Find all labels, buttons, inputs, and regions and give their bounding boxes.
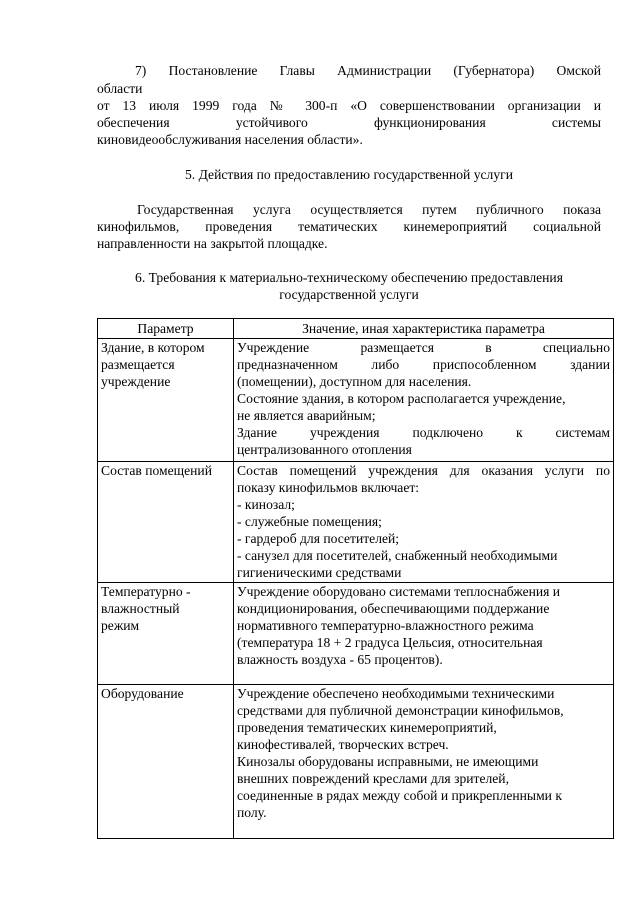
table-header-row bbox=[98, 319, 614, 339]
value-text: внешних повреждений креслами для зрителей, bbox=[237, 771, 509, 786]
section-6-heading-line-1: 6. Требования к материально-техническому обеспечению предоставления bbox=[135, 270, 563, 285]
value-text: полу. bbox=[237, 805, 267, 820]
section-5-para-line-2: кинофильмов, проведения тематических кинемероприятий социальной bbox=[97, 219, 601, 234]
param-text: Состав помещений bbox=[101, 463, 212, 478]
section-6-heading-line-2: государственной услуги bbox=[279, 287, 419, 302]
param-text: влажностный bbox=[101, 601, 180, 616]
table-row bbox=[98, 339, 614, 462]
param-text: Оборудование bbox=[101, 686, 184, 701]
value-text: централизованного отопления bbox=[237, 442, 412, 457]
param-text: учреждение bbox=[101, 374, 171, 389]
param-text: Здание, в котором bbox=[101, 340, 205, 355]
param-text: Температурно - bbox=[101, 584, 191, 599]
section-5-para-line-1: Государственная услуга осуществляется путем публичного показа bbox=[137, 202, 601, 217]
value-text: Кинозалы оборудованы исправными, не имеющими bbox=[237, 754, 539, 769]
table-row bbox=[98, 685, 614, 839]
value-cell bbox=[234, 339, 614, 462]
section-5-para-line-3: направленности на закрытой площадке. bbox=[97, 236, 328, 251]
ref-line-1: 7) Постановление Главы Администрации (Губернатора) Омской bbox=[135, 63, 601, 78]
value-text: Состояние здания, в котором располагается учреждение, bbox=[237, 391, 566, 406]
value-text: кондиционирования, обеспечивающими поддержание bbox=[237, 601, 550, 616]
value-text: нормативного температурно-влажностного режима bbox=[237, 618, 534, 633]
value-text: - кинозал; bbox=[237, 497, 295, 512]
param-text: размещается bbox=[101, 357, 175, 372]
ref-line-2: области bbox=[97, 81, 143, 96]
value-cell bbox=[234, 462, 614, 583]
value-text: - служебные помещения; bbox=[237, 514, 382, 529]
param-cell bbox=[98, 685, 234, 839]
value-text: проведения тематических кинемероприятий, bbox=[237, 720, 497, 735]
requirements-table bbox=[97, 318, 614, 839]
header-value: Значение, иная характеристика параметра bbox=[234, 319, 614, 339]
header-parameter: Параметр bbox=[98, 319, 234, 339]
value-text: Учреждение обеспечено необходимыми техническими bbox=[237, 686, 555, 701]
value-text: Учреждение оборудовано системами теплоснабжения и bbox=[237, 584, 561, 599]
value-text: Здание учреждения подключено к системам bbox=[237, 425, 610, 440]
value-text: Состав помещений учреждения для оказания услуги по bbox=[237, 463, 610, 478]
value-cell bbox=[234, 685, 614, 839]
ref-line-3: от 13 июля 1999 года № 300-п «О совершенствовании организации и bbox=[97, 98, 601, 113]
value-text: влажность воздуха - 65 процентов). bbox=[237, 652, 443, 667]
value-text: соединенные в рядах между собой и прикрепленными к bbox=[237, 788, 562, 803]
table-row bbox=[98, 462, 614, 583]
value-text: показу кинофильмов включает: bbox=[237, 480, 420, 495]
ref-line-5: киновидеообслуживания населения области». bbox=[97, 132, 363, 147]
table-row bbox=[98, 583, 614, 685]
value-text: (температура 18 + 2 градуса Цельсия, относительная bbox=[237, 635, 543, 650]
value-text: средствами для публичной демонстрации кинофильмов, bbox=[237, 703, 564, 718]
value-text: кинофестивалей, творческих встреч. bbox=[237, 737, 449, 752]
param-text: режим bbox=[101, 618, 140, 633]
ref-line-4: обеспечения устойчивого функционирования системы bbox=[97, 115, 601, 130]
value-text: - гардероб для посетителей; bbox=[237, 531, 400, 546]
value-text: - санузел для посетителей, снабженный необходимыми bbox=[237, 548, 558, 563]
value-text: гигиеническими средствами bbox=[237, 565, 402, 580]
param-cell bbox=[98, 339, 234, 462]
param-cell bbox=[98, 462, 234, 583]
value-text: не является аварийным; bbox=[237, 408, 376, 423]
param-cell bbox=[98, 583, 234, 685]
value-text: предназначенном либо приспособленном здании bbox=[237, 357, 610, 372]
value-text: (помещении), доступном для населения. bbox=[237, 374, 472, 389]
value-cell bbox=[234, 583, 614, 685]
value-text: Учреждение размещается в специально bbox=[237, 340, 610, 355]
section-5-heading: 5. Действия по предоставлению государственной услуги bbox=[185, 167, 513, 182]
